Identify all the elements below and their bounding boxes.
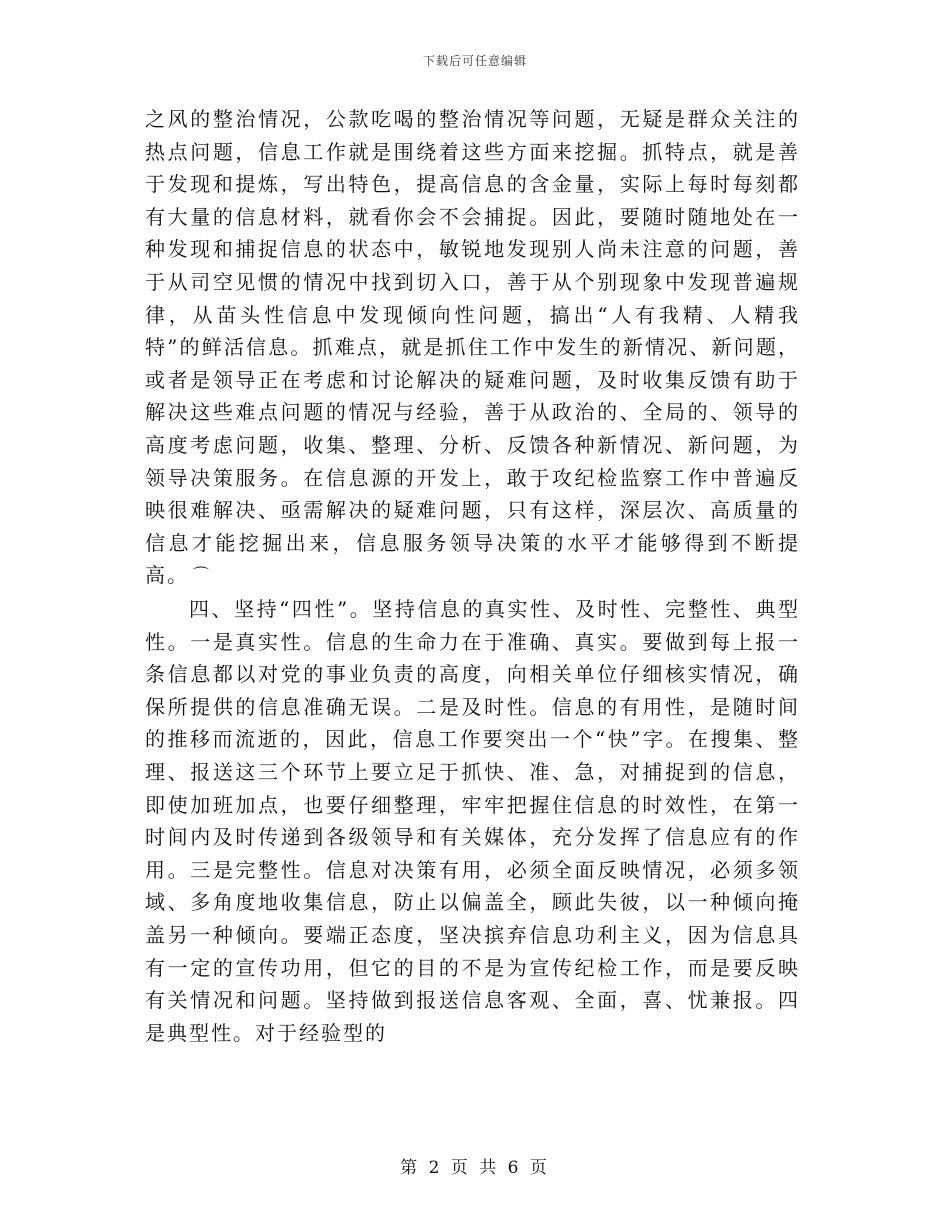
paragraph-1-text: 之风的整治情况，公款吃喝的整治情况等问题，无疑是群众关注的热点问题，信息工作就是围绕着这些方面来挖掘。抓特点，就是善于发现和提炼，写出特色，提高信息的含金量，实际上每时每刻都有大量的信息材料，就看你会不会捕捉。因此，要随时随地处在一种发现和捕捉信息的状态中，敏锐地发现别人尚未注意的问题，善于从司空见惯的情况中找到切入口，善于从个别现象中发现普遍规律，从苗头性信息中发现倾向性问题，搞出“人有我精、人精我特”的鲜活信息。抓难点，就是抓住工作中发生的新情况、新问题，或者是领导正在考虑和讨论解决的疑难问题，及时收集反馈有助于解决这些难点问题的情况与经验，善于从政治的、全局的、领导的高度考虑问题，收集、整理、分析、反馈各种新情况、新问题，为领导决策服务。在信息源的开发上，敢于攻纪检监察工作中普遍反映很难解决、亟需解决的疑难问题，只有这样，深层次、高质量的信息才能挖掘出来，信息服务领导决策的水平才能够得到不断提高。 [145,107,800,588]
edit-mark-icon: ⌒ [193,564,212,584]
page-header: 下载后可任意编辑 [422,54,527,68]
paragraph-2: 四、坚持“四性”。坚持信息的真实性、及时性、完整性、典型性。一是真实性。信息的生命力在于准确、真实。要做到每上报一条信息都以对党的事业负责的高度，向相关单位仔细核实情况，确保所提供的信息准确无误。二是及时性。信息的有用性，是随时间的推移而流逝的，因此，信息工作要突出一个“快”字。在搜集、整理、报送这三个环节上要立足于抓快、准、急，对捕捉到的信息，即使加班加点，也要仔细整理，牢牢把握住信息的时效性，在第一时间内及时传递到各级领导和有关媒体，充分发挥了信息应有的作用。三是完整性。信息对决策有用，必须全面反映情况，必须多领域、多角度地收集信息，防止以偏盖全，顾此失彼，以一种倾向掩盖另一种倾向。要端正态度，坚决摈弃信息功利主义，因为信息具有一定的宣传功用，但它的目的不是为宣传纪检工作，而是要反映有关情况和问题。坚持做到报送信息客观、全面，喜、忧兼报。四是典型性。对于经验型的 [145,597,800,1045]
body-text [145,103,800,1049]
paragraph-1 [145,103,800,593]
page-number-footer: 第 2 页 共 6 页 [400,1158,550,1178]
